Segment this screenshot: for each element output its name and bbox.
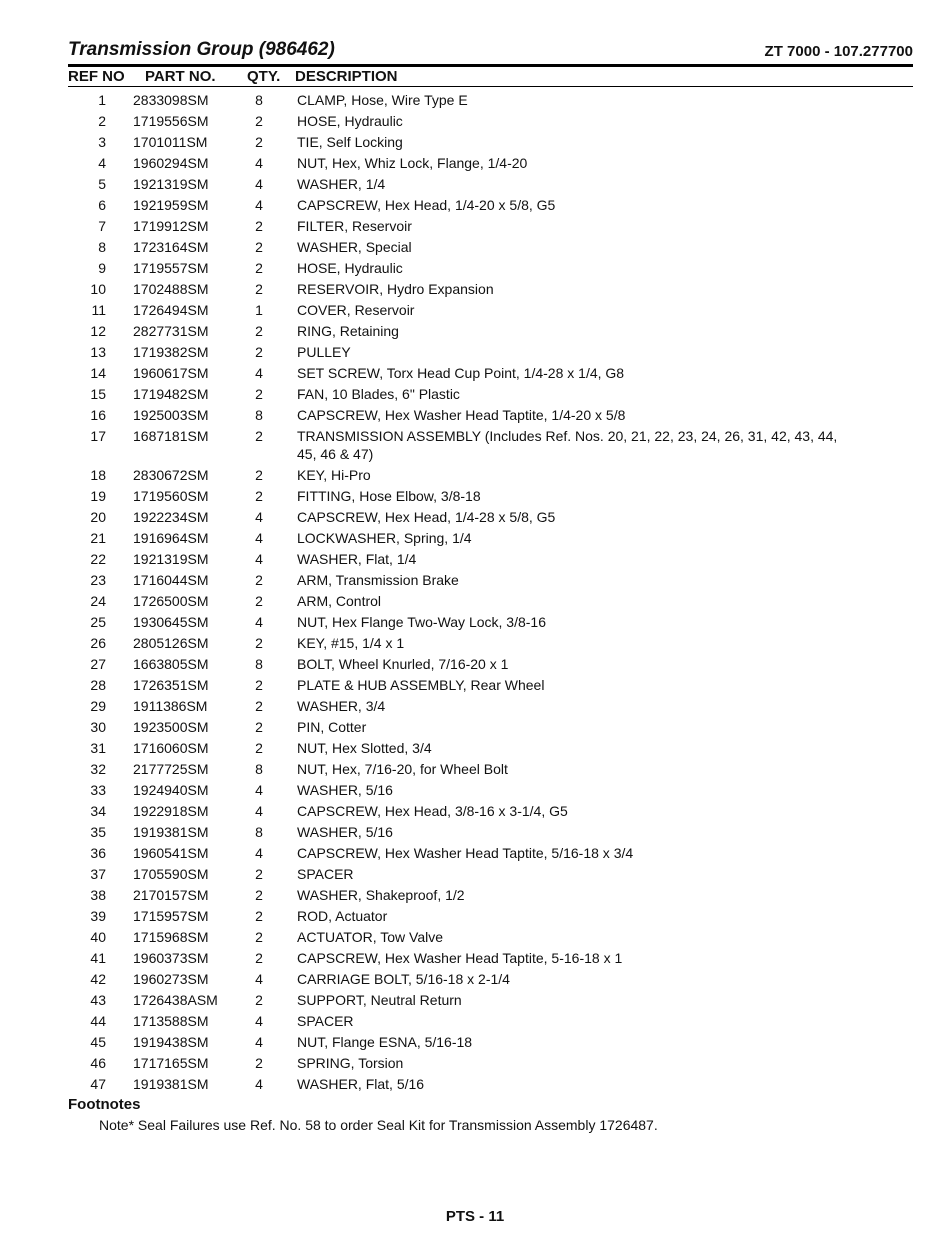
description: NUT, Hex, Whiz Lock, Flange, 1/4-20 — [297, 155, 528, 171]
part-number: 1723164SM — [133, 239, 209, 255]
quantity: 2 — [255, 218, 263, 234]
quantity: 2 — [255, 698, 263, 714]
description: KEY, Hi-Pro — [297, 467, 371, 483]
ref-number: 33 — [90, 782, 106, 798]
ref-number: 47 — [90, 1076, 106, 1092]
quantity: 2 — [255, 992, 263, 1008]
table-row — [0, 907, 950, 925]
table-row — [0, 739, 950, 757]
page-title: Transmission Group (986462) — [68, 39, 335, 60]
ref-number: 8 — [98, 239, 106, 255]
ref-number: 9 — [98, 260, 106, 276]
part-number: 1717165SM — [133, 1055, 209, 1071]
quantity: 4 — [255, 1013, 263, 1029]
ref-number: 14 — [90, 365, 106, 381]
table-row — [0, 949, 950, 967]
quantity: 2 — [255, 281, 263, 297]
description: CARRIAGE BOLT, 5/16-18 x 2-1/4 — [297, 971, 510, 987]
ref-number: 1 — [98, 92, 106, 108]
ref-number: 27 — [90, 656, 106, 672]
table-row — [0, 154, 950, 172]
column-header-rule — [68, 86, 913, 87]
description: ACTUATOR, Tow Valve — [297, 929, 444, 945]
part-number: 1716060SM — [133, 740, 209, 756]
quantity: 2 — [255, 344, 263, 360]
description: WASHER, Shakeproof, 1/2 — [297, 887, 465, 903]
description: SPRING, Torsion — [297, 1055, 404, 1071]
quantity: 8 — [255, 92, 263, 108]
ref-number: 25 — [90, 614, 106, 630]
ref-number: 6 — [98, 197, 106, 213]
ref-number: 44 — [90, 1013, 106, 1029]
quantity: 2 — [255, 260, 263, 276]
part-number: 1726500SM — [133, 593, 209, 609]
quantity: 8 — [255, 761, 263, 777]
quantity: 2 — [255, 635, 263, 651]
description: HOSE, Hydraulic — [297, 113, 403, 129]
ref-number: 21 — [90, 530, 106, 546]
quantity: 4 — [255, 530, 263, 546]
table-row — [0, 466, 950, 484]
description: CAPSCREW, Hex Head, 1/4-20 x 5/8, G5 — [297, 197, 556, 213]
table-row — [0, 865, 950, 883]
ref-number: 17 — [90, 428, 106, 444]
quantity: 4 — [255, 197, 263, 213]
quantity: 4 — [255, 1076, 263, 1092]
model-number: ZT 7000 - 107.277700 — [764, 43, 913, 60]
quantity: 4 — [255, 782, 263, 798]
description: COVER, Reservoir — [297, 302, 415, 318]
ref-number: 13 — [90, 344, 106, 360]
quantity: 2 — [255, 386, 263, 402]
table-row — [0, 112, 950, 130]
ref-number: 39 — [90, 908, 106, 924]
ref-number: 19 — [90, 488, 106, 504]
description: FAN, 10 Blades, 6" Plastic — [297, 386, 460, 402]
description: WASHER, 5/16 — [297, 782, 393, 798]
description: HOSE, Hydraulic — [297, 260, 403, 276]
quantity: 2 — [255, 467, 263, 483]
part-number: 1719912SM — [133, 218, 209, 234]
ref-number: 42 — [90, 971, 106, 987]
ref-number: 10 — [90, 281, 106, 297]
description: PLATE & HUB ASSEMBLY, Rear Wheel — [297, 677, 545, 693]
column-header-description: DESCRIPTION — [295, 68, 398, 85]
part-number: 1960273SM — [133, 971, 209, 987]
quantity: 4 — [255, 155, 263, 171]
quantity: 2 — [255, 950, 263, 966]
table-row — [0, 406, 950, 424]
description: LOCKWASHER, Spring, 1/4 — [297, 530, 472, 546]
table-row — [0, 487, 950, 505]
ref-number: 2 — [98, 113, 106, 129]
table-row — [0, 133, 950, 151]
description: CAPSCREW, Hex Washer Head Taptite, 5/16-18 x 3/4 — [297, 845, 634, 861]
part-number: 2170157SM — [133, 887, 209, 903]
description: NUT, Hex Flange Two-Way Lock, 3/8-16 — [297, 614, 546, 630]
ref-number: 31 — [90, 740, 106, 756]
table-row — [0, 259, 950, 277]
quantity: 4 — [255, 971, 263, 987]
part-number: 1960373SM — [133, 950, 209, 966]
footnote-text: Note* Seal Failures use Ref. No. 58 to order Seal Kit for Transmission Assembly 1726487. — [99, 1117, 658, 1133]
ref-number: 20 — [90, 509, 106, 525]
table-row — [0, 91, 950, 109]
page-header — [68, 37, 913, 67]
description: ROD, Actuator — [297, 908, 388, 924]
part-number: 2805126SM — [133, 635, 209, 651]
part-number: 1702488SM — [133, 281, 209, 297]
quantity: 2 — [255, 866, 263, 882]
table-row — [0, 655, 950, 673]
table-row — [0, 697, 950, 715]
part-number: 1719560SM — [133, 488, 209, 504]
table-row — [0, 301, 950, 319]
quantity: 4 — [255, 845, 263, 861]
ref-number: 35 — [90, 824, 106, 840]
parts-table — [0, 91, 950, 1096]
part-number: 1922234SM — [133, 509, 209, 525]
column-header-part: PART NO. — [145, 68, 216, 85]
table-row — [0, 634, 950, 652]
ref-number: 46 — [90, 1055, 106, 1071]
ref-number: 15 — [90, 386, 106, 402]
table-row — [0, 886, 950, 904]
table-row — [0, 385, 950, 403]
description: WASHER, 3/4 — [297, 698, 386, 714]
table-row — [0, 571, 950, 589]
quantity: 4 — [255, 509, 263, 525]
description: PIN, Cotter — [297, 719, 367, 735]
quantity: 2 — [255, 593, 263, 609]
description: NUT, Hex, 7/16-20, for Wheel Bolt — [297, 761, 508, 777]
description: NUT, Hex Slotted, 3/4 — [297, 740, 432, 756]
quantity: 2 — [255, 323, 263, 339]
quantity: 2 — [255, 113, 263, 129]
description: BOLT, Wheel Knurled, 7/16-20 x 1 — [297, 656, 509, 672]
quantity: 2 — [255, 929, 263, 945]
ref-number: 34 — [90, 803, 106, 819]
part-number: 2177725SM — [133, 761, 209, 777]
table-row — [0, 322, 950, 340]
table-row — [0, 364, 950, 382]
ref-number: 12 — [90, 323, 106, 339]
table-row — [0, 1075, 950, 1093]
part-number: 1713588SM — [133, 1013, 209, 1029]
part-number: 1715968SM — [133, 929, 209, 945]
table-row — [0, 343, 950, 361]
table-row — [0, 1033, 950, 1051]
description: CAPSCREW, Hex Head, 3/8-16 x 3-1/4, G5 — [297, 803, 568, 819]
description: SUPPORT, Neutral Return — [297, 992, 462, 1008]
quantity: 2 — [255, 719, 263, 735]
table-row — [0, 718, 950, 736]
description: RING, Retaining — [297, 323, 399, 339]
part-number: 1719482SM — [133, 386, 209, 402]
quantity: 2 — [255, 740, 263, 756]
description: CAPSCREW, Hex Head, 1/4-28 x 5/8, G5 — [297, 509, 556, 525]
table-row — [0, 928, 950, 946]
table-row — [0, 238, 950, 256]
part-number: 1716044SM — [133, 572, 209, 588]
part-number: 1911386SM — [133, 698, 208, 714]
table-row — [0, 802, 950, 820]
table-row — [0, 991, 950, 1009]
description: CAPSCREW, Hex Washer Head Taptite, 5-16-18 x 1 — [297, 950, 623, 966]
part-number: 1916964SM — [133, 530, 209, 546]
part-number: 1960617SM — [133, 365, 209, 381]
header-rule — [68, 64, 913, 67]
part-number: 1705590SM — [133, 866, 209, 882]
table-row — [0, 613, 950, 631]
ref-number: 23 — [90, 572, 106, 588]
quantity: 8 — [255, 824, 263, 840]
description: WASHER, 1/4 — [297, 176, 386, 192]
quantity: 4 — [255, 803, 263, 819]
part-number: 2830672SM — [133, 467, 209, 483]
description: ARM, Control — [297, 593, 382, 609]
part-number: 1715957SM — [133, 908, 209, 924]
table-row — [0, 781, 950, 799]
description: ARM, Transmission Brake — [297, 572, 459, 588]
quantity: 4 — [255, 614, 263, 630]
quantity: 2 — [255, 1055, 263, 1071]
ref-number: 45 — [90, 1034, 106, 1050]
part-number: 1919381SM — [133, 1076, 209, 1092]
column-header-qty: QTY. — [247, 68, 281, 85]
description: CAPSCREW, Hex Washer Head Taptite, 1/4-20 x 5/8 — [297, 407, 626, 423]
table-row — [0, 217, 950, 235]
part-number: 1924940SM — [133, 782, 209, 798]
ref-number: 24 — [90, 593, 106, 609]
table-row — [0, 823, 950, 841]
table-row — [0, 427, 950, 463]
part-number: 1960294SM — [133, 155, 209, 171]
footnotes-title: Footnotes — [68, 1096, 141, 1113]
part-number: 1719556SM — [133, 113, 209, 129]
table-row — [0, 844, 950, 862]
part-number: 1919438SM — [133, 1034, 209, 1050]
part-number: 1922918SM — [133, 803, 209, 819]
table-row — [0, 1054, 950, 1072]
quantity: 2 — [255, 887, 263, 903]
ref-number: 41 — [90, 950, 106, 966]
quantity: 4 — [255, 365, 263, 381]
description: CLAMP, Hose, Wire Type E — [297, 92, 468, 108]
part-number: 1919381SM — [133, 824, 209, 840]
part-number: 1687181SM — [133, 428, 209, 444]
table-row — [0, 760, 950, 778]
part-number: 2827731SM — [133, 323, 209, 339]
ref-number: 11 — [91, 302, 106, 318]
part-number: 1726351SM — [133, 677, 209, 693]
description: WASHER, Special — [297, 239, 412, 255]
description: WASHER, 5/16 — [297, 824, 393, 840]
description: WASHER, Flat, 5/16 — [297, 1076, 425, 1092]
ref-number: 38 — [90, 887, 106, 903]
ref-number: 36 — [90, 845, 106, 861]
description: SPACER — [297, 1013, 354, 1029]
page-number: PTS - 11 — [445, 1208, 505, 1225]
part-number: 1719382SM — [133, 344, 209, 360]
part-number: 1921319SM — [133, 551, 209, 567]
description: NUT, Flange ESNA, 5/16-18 — [297, 1034, 473, 1050]
quantity: 4 — [255, 551, 263, 567]
description: SET SCREW, Torx Head Cup Point, 1/4-28 x 1/4, G8 — [297, 365, 625, 381]
ref-number: 5 — [98, 176, 106, 192]
table-row — [0, 196, 950, 214]
ref-number: 18 — [90, 467, 106, 483]
table-row — [0, 529, 950, 547]
part-number: 1719557SM — [133, 260, 209, 276]
description: WASHER, Flat, 1/4 — [297, 551, 417, 567]
part-number: 2833098SM — [133, 92, 209, 108]
quantity: 2 — [255, 677, 263, 693]
part-number: 1923500SM — [133, 719, 209, 735]
description: SPACER — [297, 866, 354, 882]
quantity: 8 — [255, 407, 263, 423]
description: FITTING, Hose Elbow, 3/8-18 — [297, 488, 481, 504]
ref-number: 40 — [90, 929, 106, 945]
quantity: 1 — [255, 302, 263, 318]
ref-number: 29 — [90, 698, 106, 714]
quantity: 2 — [255, 908, 263, 924]
quantity: 4 — [255, 176, 263, 192]
description: TIE, Self Locking — [297, 134, 403, 150]
ref-number: 16 — [90, 407, 106, 423]
table-row — [0, 676, 950, 694]
ref-number: 28 — [90, 677, 106, 693]
ref-number: 4 — [98, 155, 106, 171]
quantity: 4 — [255, 1034, 263, 1050]
quantity: 8 — [255, 656, 263, 672]
table-row — [0, 508, 950, 526]
part-number: 1701011SM — [133, 134, 208, 150]
table-row — [0, 970, 950, 988]
ref-number: 43 — [90, 992, 106, 1008]
part-number: 1663805SM — [133, 656, 209, 672]
table-row — [0, 1012, 950, 1030]
ref-number: 3 — [98, 134, 106, 150]
quantity: 2 — [255, 488, 263, 504]
quantity: 2 — [255, 239, 263, 255]
table-row — [0, 175, 950, 193]
ref-number: 30 — [90, 719, 106, 735]
table-row — [0, 592, 950, 610]
table-row — [0, 550, 950, 568]
ref-number: 22 — [90, 551, 106, 567]
part-number: 1921959SM — [133, 197, 209, 213]
part-number: 1726494SM — [133, 302, 209, 318]
description: PULLEY — [297, 344, 351, 360]
quantity: 2 — [255, 572, 263, 588]
ref-number: 26 — [90, 635, 106, 651]
ref-number: 37 — [90, 866, 106, 882]
table-row — [0, 280, 950, 298]
description: KEY, #15, 1/4 x 1 — [297, 635, 405, 651]
description: FILTER, Reservoir — [297, 218, 412, 234]
part-number: 1726438ASM — [133, 992, 218, 1008]
ref-number: 7 — [98, 218, 106, 234]
part-number: 1960541SM — [133, 845, 209, 861]
description: TRANSMISSION ASSEMBLY (Includes Ref. Nos. 20, 21, 22, 23, 24, 26, 31, 42, 43, 44, 45, 46 & 47) — [297, 428, 838, 462]
description: RESERVOIR, Hydro Expansion — [297, 281, 494, 297]
column-header-ref: REF NO — [68, 68, 125, 85]
quantity: 2 — [255, 428, 263, 444]
part-number: 1930645SM — [133, 614, 209, 630]
quantity: 2 — [255, 134, 263, 150]
ref-number: 32 — [90, 761, 106, 777]
part-number: 1921319SM — [133, 176, 209, 192]
part-number: 1925003SM — [133, 407, 209, 423]
